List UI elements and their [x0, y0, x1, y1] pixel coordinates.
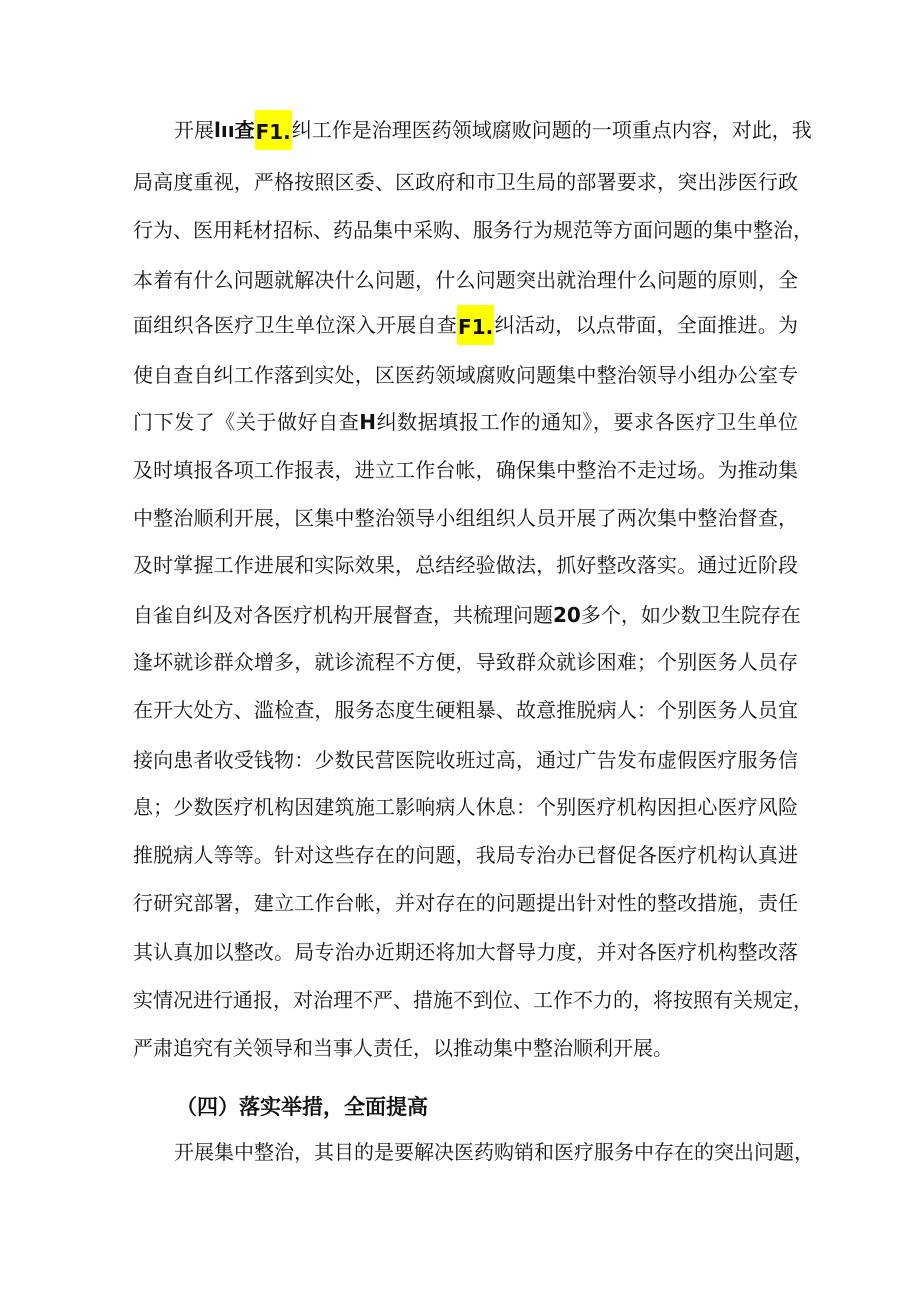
- text-run: 面组织各医疗卫生单位深入开展自查: [133, 313, 458, 337]
- paragraph-line: 严肃追究有关领导和当事人责任，以推动集中整治顺利开展。: [133, 1036, 673, 1060]
- paragraph-line: 息；少数医疗机构因建筑施工影响病人休息：个别医疗机构因担心医疗风险: [133, 795, 798, 819]
- paragraph-line: 在开大处方、滥检查，服务态度生硬粗暴、故意推脱病人：个别医务人员宜: [133, 698, 798, 722]
- paragraph-line: [133, 402, 798, 442]
- paragraph-line: [133, 305, 798, 345]
- section-heading: （四）落实举措，全面提高: [176, 1095, 428, 1119]
- text-run: 门下发了《关于做好自查: [133, 410, 360, 434]
- paragraph-line: 接向患者收受钱物：少数民营医院收班过高，通过广告发布虚假医疗服务信: [133, 748, 798, 772]
- paragraph-line: 实情况进行通报，对治理不严、措施不到位、工作不力的，将按照有关规定，: [133, 988, 813, 1012]
- paragraph-line: 局高度重视，严格按照区委、区政府和市卫生局的部署要求，突出涉医行政: [133, 170, 798, 194]
- paragraph-line: [174, 110, 812, 150]
- highlighted-text: F1.: [457, 305, 494, 345]
- paragraph-line: 行研究部署，建立工作台帐，并对存在的问题提出针对性的整改措施，责任: [133, 891, 798, 915]
- text-run: 纠活动，以点带面，全面推进。为: [494, 313, 799, 337]
- paragraph-line: 逢坏就诊群众增多，就诊流程不方便，导致群众就诊困难；个别医务人员存: [133, 650, 798, 674]
- paragraph-line: 使自查自纠工作落到实处，区医药领域腐败问题集中整治领导小组办公室专: [133, 363, 798, 387]
- text-run: 开展: [174, 118, 214, 142]
- number-text: 20: [553, 603, 581, 627]
- paragraph-line: 开展集中整治，其目的是要解决医药购销和医疗服务中存在的突出问题，: [174, 1140, 814, 1164]
- text-run: 纠工作是治理医药领域腐败问题的一项重点内容，对此，我: [291, 118, 812, 142]
- paragraph-line: 其认真加以整改。局专治办近期还将加大督导力度，并对各医疗机构整改落: [133, 940, 798, 964]
- paragraph-line: 及时填报各项工作报表，进立工作台帐，确保集中整治不走过场。为推动集: [133, 458, 798, 482]
- paragraph-line: 行为、医用耗材招标、药品集中采购、服务行为规范等方面问题的集中整治，: [133, 218, 813, 242]
- text-run: 纠数据填报工作的通知》，要求各医疗卫生单位: [376, 410, 799, 434]
- highlighted-text: F1.: [255, 110, 292, 150]
- ocr-artifact-text: H: [359, 410, 377, 434]
- paragraph-line: 及时掌握工作进展和实际效果，总结经验做法，抓好整改落实。通过近阶段: [133, 553, 798, 577]
- text-run: 多个，如少数卫生院存在: [580, 603, 801, 627]
- text-run: 自雀自纠及对各医疗机构开展督查，共梳理问题: [133, 603, 553, 627]
- paragraph-line: 本着有什么问题就解决什么问题，什么问题突出就治理什么问题的原则，全: [133, 268, 798, 292]
- paragraph-line: [133, 595, 801, 635]
- paragraph-line: 中整治顺利开展，区集中整治领导小组组织人员开展了两次集中整治督查，: [133, 506, 798, 530]
- ocr-artifact-text: lıı查: [214, 118, 255, 142]
- paragraph-line: 推脱病人等等。针对这些存在的问题，我局专治办已督促各医疗机构认真进: [133, 843, 798, 867]
